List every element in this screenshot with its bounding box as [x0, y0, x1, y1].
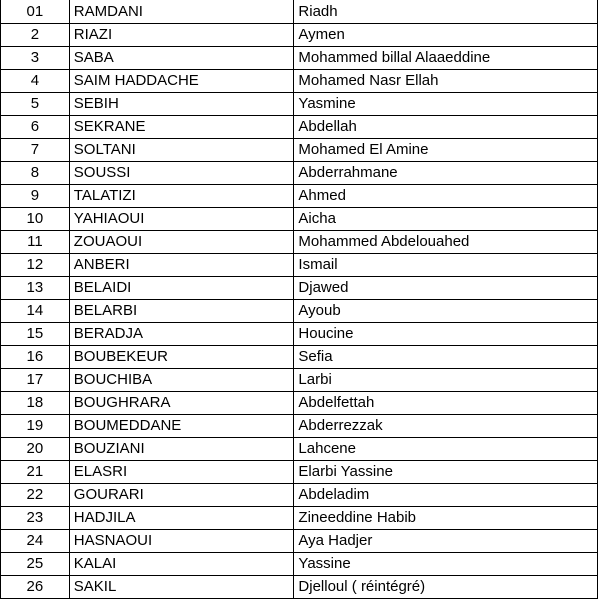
table-row [1, 346, 598, 369]
first-name-cell[interactable]: Aymen [294, 24, 598, 47]
last-name-cell[interactable]: BOUCHIBA [69, 369, 294, 392]
first-name-cell[interactable]: Ahmed [294, 185, 598, 208]
last-name-cell[interactable]: TALATIZI [69, 185, 294, 208]
table-row [1, 576, 598, 599]
row-number-cell[interactable]: 6 [1, 116, 70, 139]
first-name-cell[interactable]: Yassine [294, 553, 598, 576]
table-row [1, 553, 598, 576]
table-row [1, 254, 598, 277]
table-row [1, 300, 598, 323]
first-name-cell[interactable]: Yasmine [294, 93, 598, 116]
last-name-cell[interactable]: SAIM HADDACHE [69, 70, 294, 93]
table-row [1, 24, 598, 47]
last-name-cell[interactable]: SEBIH [69, 93, 294, 116]
last-name-cell[interactable]: SOUSSI [69, 162, 294, 185]
first-name-cell[interactable]: Abdellah [294, 116, 598, 139]
first-name-cell[interactable]: Abdeladim [294, 484, 598, 507]
row-number-cell[interactable]: 11 [1, 231, 70, 254]
table-row [1, 185, 598, 208]
last-name-cell[interactable]: BERADJA [69, 323, 294, 346]
row-number-cell[interactable]: 24 [1, 530, 70, 553]
last-name-cell[interactable]: ANBERI [69, 254, 294, 277]
table-row [1, 461, 598, 484]
first-name-cell[interactable]: Abdelfettah [294, 392, 598, 415]
last-name-cell[interactable]: ELASRI [69, 461, 294, 484]
table-row [1, 1, 598, 24]
last-name-cell[interactable]: ZOUAOUI [69, 231, 294, 254]
first-name-cell[interactable]: Ayoub [294, 300, 598, 323]
table-row [1, 415, 598, 438]
last-name-cell[interactable]: RIAZI [69, 24, 294, 47]
table-row [1, 208, 598, 231]
first-name-cell[interactable]: Aya Hadjer [294, 530, 598, 553]
last-name-cell[interactable]: BELAIDI [69, 277, 294, 300]
table-body [1, 1, 598, 599]
row-number-cell[interactable]: 15 [1, 323, 70, 346]
last-name-cell[interactable]: BOUGHRARA [69, 392, 294, 415]
first-name-cell[interactable]: Mohamed El Amine [294, 139, 598, 162]
row-number-cell[interactable]: 9 [1, 185, 70, 208]
row-number-cell[interactable]: 4 [1, 70, 70, 93]
first-name-cell[interactable]: Djawed [294, 277, 598, 300]
row-number-cell[interactable]: 12 [1, 254, 70, 277]
row-number-cell[interactable]: 10 [1, 208, 70, 231]
row-number-cell[interactable]: 23 [1, 507, 70, 530]
table-row [1, 70, 598, 93]
table-row [1, 392, 598, 415]
last-name-cell[interactable]: BOUMEDDANE [69, 415, 294, 438]
first-name-cell[interactable]: Mohamed Nasr Ellah [294, 70, 598, 93]
last-name-cell[interactable]: SOLTANI [69, 139, 294, 162]
first-name-cell[interactable]: Abderrezzak [294, 415, 598, 438]
first-name-cell[interactable]: Djelloul ( réintégré) [294, 576, 598, 599]
row-number-cell[interactable]: 13 [1, 277, 70, 300]
row-number-cell[interactable]: 8 [1, 162, 70, 185]
first-name-cell[interactable]: Larbi [294, 369, 598, 392]
row-number-cell[interactable]: 26 [1, 576, 70, 599]
first-name-cell[interactable]: Riadh [294, 1, 598, 24]
last-name-cell[interactable]: KALAI [69, 553, 294, 576]
last-name-cell[interactable]: SABA [69, 47, 294, 70]
row-number-cell[interactable]: 18 [1, 392, 70, 415]
first-name-cell[interactable]: Aicha [294, 208, 598, 231]
table-row [1, 162, 598, 185]
last-name-cell[interactable]: SAKIL [69, 576, 294, 599]
first-name-cell[interactable]: Sefia [294, 346, 598, 369]
table-row [1, 530, 598, 553]
table-row [1, 277, 598, 300]
table-row [1, 93, 598, 116]
row-number-cell[interactable]: 21 [1, 461, 70, 484]
last-name-cell[interactable]: HADJILA [69, 507, 294, 530]
last-name-cell[interactable]: BOUBEKEUR [69, 346, 294, 369]
table-row [1, 484, 598, 507]
row-number-cell[interactable]: 01 [1, 1, 70, 24]
last-name-cell[interactable]: SEKRANE [69, 116, 294, 139]
last-name-cell[interactable]: RAMDANI [69, 1, 294, 24]
first-name-cell[interactable]: Ismail [294, 254, 598, 277]
table-row [1, 507, 598, 530]
row-number-cell[interactable]: 3 [1, 47, 70, 70]
row-number-cell[interactable]: 22 [1, 484, 70, 507]
row-number-cell[interactable]: 19 [1, 415, 70, 438]
first-name-cell[interactable]: Abderrahmane [294, 162, 598, 185]
table-row [1, 369, 598, 392]
row-number-cell[interactable]: 20 [1, 438, 70, 461]
last-name-cell[interactable]: YAHIAOUI [69, 208, 294, 231]
table-row [1, 323, 598, 346]
table-row [1, 231, 598, 254]
row-number-cell[interactable]: 7 [1, 139, 70, 162]
row-number-cell[interactable]: 25 [1, 553, 70, 576]
first-name-cell[interactable]: Houcine [294, 323, 598, 346]
table-row [1, 438, 598, 461]
row-number-cell[interactable]: 16 [1, 346, 70, 369]
row-number-cell[interactable]: 5 [1, 93, 70, 116]
row-number-cell[interactable]: 17 [1, 369, 70, 392]
last-name-cell[interactable]: BELARBI [69, 300, 294, 323]
last-name-cell[interactable]: HASNAOUI [69, 530, 294, 553]
last-name-cell[interactable]: GOURARI [69, 484, 294, 507]
first-name-cell[interactable]: Elarbi Yassine [294, 461, 598, 484]
first-name-cell[interactable]: Mohammed billal Alaaeddine [294, 47, 598, 70]
first-name-cell[interactable]: Lahcene [294, 438, 598, 461]
table-row [1, 47, 598, 70]
table-row [1, 116, 598, 139]
last-name-cell[interactable]: BOUZIANI [69, 438, 294, 461]
row-number-cell[interactable]: 2 [1, 24, 70, 47]
row-number-cell[interactable]: 14 [1, 300, 70, 323]
first-name-cell[interactable]: Mohammed Abdelouahed [294, 231, 598, 254]
table-row [1, 139, 598, 162]
first-name-cell[interactable]: Zineeddine Habib [294, 507, 598, 530]
